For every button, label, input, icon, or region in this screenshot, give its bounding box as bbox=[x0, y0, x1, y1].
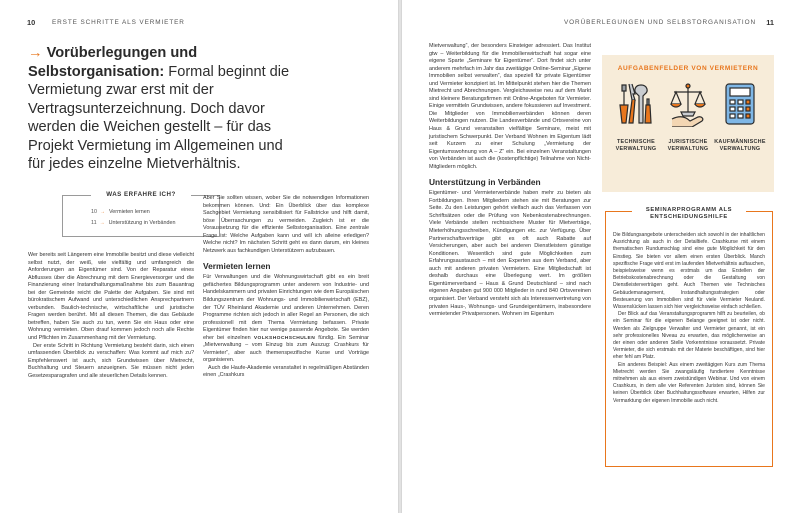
learn-box-item[interactable] bbox=[91, 220, 175, 226]
page-number-right: 11 bbox=[766, 18, 774, 27]
paragraph: Aber Sie sollten wissen, wober Sie die notwendigen Informationen bekommen können. Und: Ein Überblick über das komplexe Sachgebiet Vermietung sensibilisiert für Fallstricke und hilft damit, böse Überraschungen zu vermeiden. Zugleich ist er die Voraussetzung für die effiziente Selbstorganisation. Eine zentrale Frage ist: Welche Aufgaben kann und will ich alleine erledigen? Welche nicht? Im nächsten Schritt geht es dann darum, ein kleines Netzwerk aus fachkundigen Unterstützern aufzubauen. bbox=[203, 195, 369, 254]
learn-box bbox=[62, 191, 220, 237]
learn-box-title: WAS ERFAHRE ICH? bbox=[106, 191, 176, 198]
label-juristische-verwaltung: JURISTISCHE VERWALTUNG bbox=[667, 139, 709, 152]
left-column-2 bbox=[203, 195, 369, 380]
running-head-right: VORÜBERLEGUNGEN UND SELBSTORGANISATION bbox=[564, 19, 756, 26]
seminar-box bbox=[605, 207, 773, 467]
paragraph: Die Bildungsangebote unterscheiden sich sowohl in der inhaltlichen Ausrichtung als auch in der Detailtiefe. Crashkurse mit einem thematischen Rundumschlag sind eine gute Möglichkeit für den Einstieg. Sie bieten vor allem einen ersten Überblick. Manch spezifische Frage wird erst im laufenden Mietverhältnis auftauchen, beispielsweise wenn es erstmals um das Erstellen der Betriebskostenabrechnung oder die Gestaltung von Dienstleisterverträgen geht. Auch Themen wie Technisches Gebäudemanagement, Instandhaltungsstrategien oder Besteuerung von Immobilien sind für viele Vermieter Neuland. Wissenslücken lassen sich hier vergleichsweise einfach schließen. bbox=[613, 232, 765, 311]
scales-of-justice-icon bbox=[668, 81, 708, 127]
paragraph: Der erste Schritt in Richtung Vermietung besteht darin, sich einen umfassenden Überblick zu verschaffen: Was kommt auf mich zu? Empfehlenswert ist auch, sich Grundwissen über Mietrecht, Buchhaltung und Steuern anzueignen. Sie müssen nicht jeden Gesetzesparagrafen und alle steuerlichen Details kennen. bbox=[28, 342, 194, 379]
calculator-icon bbox=[720, 81, 760, 127]
left-page bbox=[0, 0, 398, 513]
seminar-box-title: SEMINARPROGRAMM ALS ENTSCHEIDUNGSHILFE bbox=[645, 207, 733, 220]
paragraph: Wer bereits seit Längerem eine Immobilie besitzt und diese vielleicht selbst nutzt, der weiß, wie vielfältig und umfangreich die Anforderungen an Eigentümer sind. Von der Reparatur eines Abflusses über die Abrechnung mit dem Energieversorger und die Finanzierung einer Instandhaltungsmaßnahme bis zum Bauantrag bei der Gemeinde reicht die Palette der Aufgaben. Sie sind mit bürokratischem Aufwand und unterschiedlichen Ansprechpartnern verbunden. Baulich-technische, wirtschaftliche und juristische Fragen werden berührt. Mit all diesen Themen, die das Gebäude betreffen, haben Sie auch zu tun, wenn Sie ein Haus oder eine Wohnung vermieten. Oben drauf kommen jedoch noch alle Rechte und Pflichten im Zusammenhang mit der Vermietung. bbox=[28, 252, 194, 342]
arrow-right-icon: → bbox=[100, 209, 105, 215]
section-heading-unterstuetzung: Unterstützung in Verbänden bbox=[429, 177, 541, 188]
chapter-intro bbox=[28, 44, 300, 174]
learn-item-page: 11 bbox=[91, 220, 97, 226]
left-column-1 bbox=[28, 252, 194, 380]
label-kaufmaennische-verwaltung: KAUFMÄNNISCHE VERWALTUNG bbox=[714, 139, 766, 152]
paragraph: Mietverwaltung“, der besonders Einsteiger adressiert. Das Institut gtw – Weiterbildung für die Immobilienwirtschaft hat sogar eine eigene Sparte „Seminare für Eigentümer“. Dort findet sich unter anderem mehrfach im Jahr das zweitägige Online-Seminar „Eigene Immobilien selbst verwalten“, das speziell für private Eigentümer und Vermieter konzipiert ist. Im Mittelpunkt stehen hier die Themen Mietrecht und Abrechnungen. Vergleichsweise neu auf dem Markt sind kleinere Beratungsfirmen mit Online-Angeboten für Vermieter. Einige vermitteln Grundwissen, andere fokussieren auf Investment. Die Mitglieder von Immobilienverbänden können deren Weiterbildungen nutzen. Die Landesverbände und Ortsvereine von Haus & Grund veranstalten vielfältige Seminare, meist mit juristischem Schwerpunkt. Der Verband Wohnen im Eigentum lädt seit Kurzem zu einer Schulung „Vermietung der Eigentumswohnung von A – Z“ ein. Bei einzelnen Veranstaltungen von Verbänden ist auch die (kostenpflichtige) Teilnahme von Nicht-Mitgliedern möglich. bbox=[429, 43, 591, 170]
paragraph: Eigentümer- und Vermieterverbände haben mehr zu bieten als Fortbildungen. Ihren Mitgliedern stehen sie mit Beratungen zur Seite. Zu den Leistungen gehört vielfach auch das Verfassen von Schriftsätzen oder die Prüfung von Nebenkostenabrechnungen. Viele Verbände stellen rechtssichere Muster für Mietverträge, Mieterhöhungsschreiben, Kündigungen etc. zur Verfügung. Über Partnerschaftsverträge gibt es oft auch Rabatte auf Versicherungen, aber auch bei anderen Dienstleistern günstige Konditionen. Wesentlich sind gute Möglichkeiten zum Erfahrungsaustausch – mit den Experten aus dem Verband, aber auch mit anderen privaten Vermietern. Eine Mitgliedschaft ist deshalb durchaus eine Überlegung wert. Im größten Eigentümerverband – Haus & Grund Deutschland – sind nach eigenen Angaben gut 900 000 Mitglieder in rund 840 Ortsvereinen organisiert. Der Verband versteht sich als Interessenvertretung von privaten Haus-, Wohnungs- und Grundeigentümern, insbesondere vermietender Privatpersonen. Wohnen im Eigentum bbox=[429, 190, 591, 318]
learn-item-page: 10 bbox=[91, 209, 97, 215]
arrow-right-icon: → bbox=[28, 45, 43, 61]
paragraph: Für Verwaltungen und die Wohnungswirtschaft gibt es ein breit gefächertes Bildungsprogramm unter anderem von Industrie- und Handelskammern und privaten Einrichtungen wie dem Europäischen Bildungszentrum der Wohnungs- und Immobilienwirtschaft (EBZ), der TÜV Rheinland Akademie und anderen Unternehmen. Deren Programme richten sich jedoch in aller Regel an Personen, die sich professionell mit dem Thema Vermietung befassen. Private Eigentümer finden hier nur wenige passende Angebote. Sie werden eher bei einzelnen VOLKSHOCHSCHULEN fündig. Ein Seminar „Mietverwaltung – vom Einzug bis zum Auszug: Crashkurs für Vermieter“, aber auch themenspezifische Kurse und Vorträge organisieren. bbox=[203, 274, 369, 364]
paragraph: Ein anderes Beispiel: Aus einem zweitägigen Kurs zum Thema Mietrecht werden Sie zwangsläufig fundiertere Kenntnisse mitnehmen als aus einem zweistündigen Webinar. Und von einem Crashkurs, in dem alle vier Referenten Juristen sind, können Sie keinen Überblick über Buchhaltungssoftware erwarten, Hilfen zur Vermarktung der eigenen Immobilie auch nicht. bbox=[613, 361, 765, 404]
label-technische-verwaltung: TECHNISCHE VERWALTUNG bbox=[615, 139, 657, 152]
right-column-1 bbox=[429, 43, 591, 319]
page-number-left: 10 bbox=[27, 18, 36, 27]
running-head-left: ERSTE SCHRITTE ALS VERMIETER bbox=[52, 19, 185, 26]
paragraph: Auch die Haufe-Akademie veranstaltet in regelmäßigen Abständen einen „Crashkurs bbox=[203, 364, 369, 379]
right-page bbox=[402, 0, 800, 513]
section-heading-vermieten-lernen: Vermieten lernen bbox=[203, 261, 271, 272]
intro-bold: Vorüberlegungen und Selbstorganisation: bbox=[28, 45, 198, 80]
learn-item-label: Unterstützung in Verbänden bbox=[108, 220, 176, 226]
arrow-right-icon: → bbox=[99, 220, 105, 226]
learn-box-item[interactable] bbox=[91, 209, 150, 215]
intro-text: Formal beginnt die Vermietung zwar erst mit der Vertragsunterzeichnung. Doch davor werden die Weichen gestellt – für das Projekt Vermietung im Allgemeinen und für jedes einzelne Mietverhältnis. bbox=[28, 63, 290, 172]
seminar-box-text bbox=[613, 232, 765, 405]
tools-icon bbox=[616, 81, 656, 127]
tasks-panel-title: AUFGABENFELDER VON VERMIETERN bbox=[617, 65, 759, 72]
paragraph: Der Blick auf das Veranstaltungsprogramm hilft zu beurteilen, ob ein Seminar für die eigenen Belange geeignet ist oder nicht. Werden als Zielgruppe Verwalter und Vermieter genannt, ist ein sehr professionelles Niveau zu erwarten, das möglicherweise an der einen oder anderen Stelle Vorkenntnisse voraussetzt. Private Vermieter, die sich erstmals mit der Materie beschäftigen, sind hier eher fehl am Platz. bbox=[613, 311, 765, 361]
learn-item-label: Vermieten lernen bbox=[109, 209, 150, 215]
tasks-panel bbox=[602, 55, 774, 192]
